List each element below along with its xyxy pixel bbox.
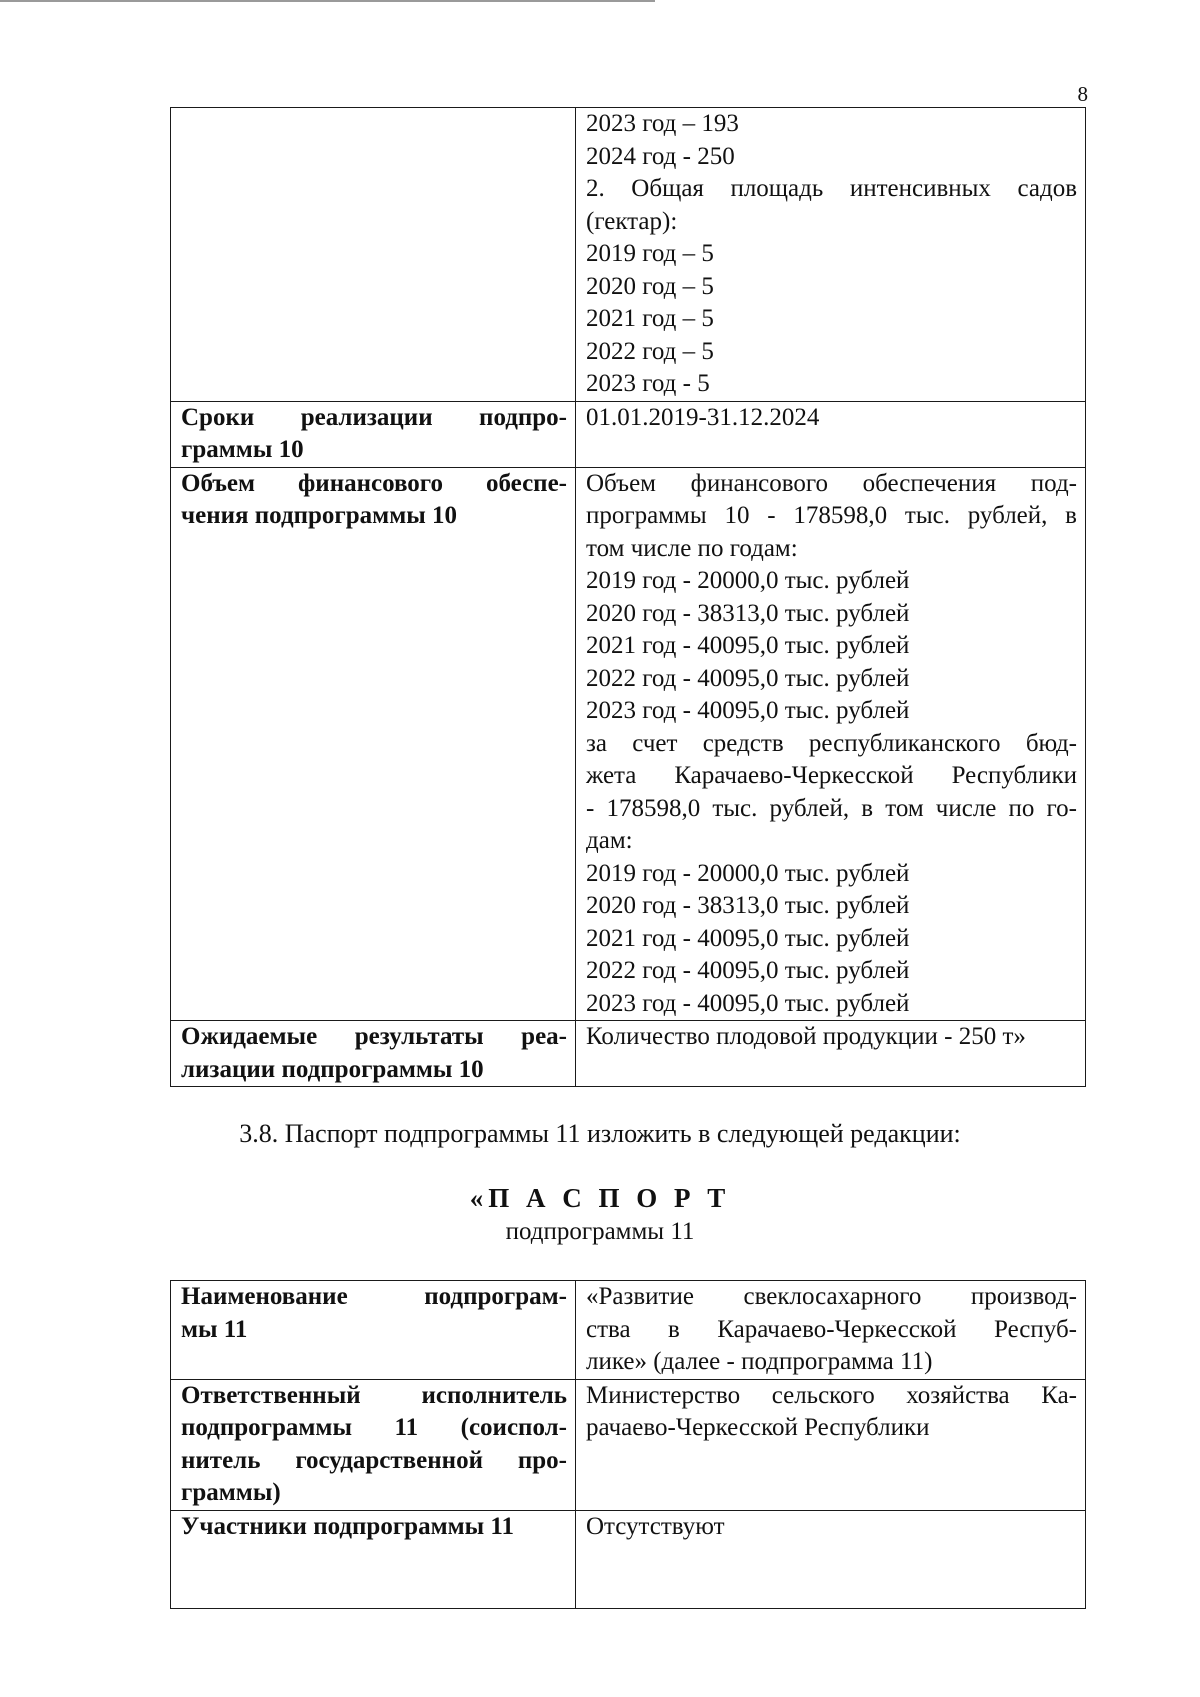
value-line: 2021 год - 40095,0 тыс. рублей [586, 632, 910, 659]
page-number: 8 [1077, 82, 1088, 106]
value-line: 2021 год - 40095,0 тыс. рублей [586, 924, 910, 952]
value-line: дам: [586, 827, 633, 854]
label-line: Участники подпрограммы 11 [181, 1512, 515, 1540]
table-row-participants [171, 1510, 1086, 1608]
label-line: Наименование подпрограм- [181, 1283, 567, 1310]
table-row-indicators [171, 108, 1086, 402]
label-line: Ожидаемые результаты реа- [181, 1023, 567, 1050]
label-line: Ответственный исполнитель [181, 1381, 567, 1409]
value-line: Министерство сельского хозяйства Ка- [586, 1381, 1077, 1409]
value-line: Отсутствуют [586, 1512, 725, 1540]
label-cell-responsible-executor [171, 1379, 576, 1510]
value-cell-implementation-period [576, 401, 1086, 467]
table-row-expected-results [171, 1021, 1086, 1087]
label-cell-implementation-period [171, 401, 576, 467]
label-line: подпрограммы 11 (соиспол- [181, 1414, 567, 1441]
label-line: нитель государственной про- [181, 1446, 567, 1474]
value-line: том числе по годам: [586, 534, 798, 562]
label-cell-participants [171, 1510, 576, 1608]
value-line: 2022 год – 5 [586, 337, 714, 365]
value-line: 2023 год - 40095,0 тыс. рублей [586, 989, 910, 1017]
table-row-subprogram-name [171, 1281, 1086, 1380]
label-line: чения подпрограммы 10 [181, 502, 458, 529]
amendment-instruction: 3.8. Паспорт подпрограммы 11 изложить в следующей редакции: [239, 1119, 961, 1148]
label-line: мы 11 [181, 1315, 248, 1343]
value-line: Количество плодовой продукции - 250 т» [586, 1023, 1026, 1050]
value-line: рачаево-Черкесской Республики [586, 1414, 930, 1441]
value-line: жета Карачаево-Черкесской Республики [586, 762, 1077, 789]
value-line: 2019 год - 20000,0 тыс. рублей [586, 859, 910, 887]
value-line: 2023 год – 193 [586, 110, 739, 137]
passport-title: «П А С П О Р Т [469, 1183, 731, 1213]
value-line: ства в Карачаево-Черкесской Респуб- [586, 1315, 1077, 1343]
value-line: 2019 год – 5 [586, 240, 714, 267]
value-line: 2021 год – 5 [586, 305, 714, 332]
label-cell-subprogram-name [171, 1281, 576, 1380]
label-line: лизации подпрограммы 10 [181, 1055, 484, 1083]
value-line: - 178598,0 тыс. рублей, в том числе по го- [586, 794, 1077, 822]
value-line: 2019 год - 20000,0 тыс. рублей [586, 567, 910, 594]
value-cell-participants [576, 1510, 1086, 1608]
value-line: лике» (далее - подпрограмма 11) [586, 1348, 933, 1375]
subprogram-10-passport-table [170, 107, 1086, 1087]
value-line: программы 10 - 178598,0 тыс. рублей, в [586, 502, 1077, 529]
value-line: 2020 год - 38313,0 тыс. рублей [586, 599, 910, 627]
table-row-implementation-period [171, 401, 1086, 467]
value-line: 2022 год - 40095,0 тыс. рублей [586, 957, 910, 984]
label-cell-empty [171, 108, 576, 402]
value-line: за счет средств республиканского бюд- [586, 729, 1077, 757]
value-line: 2023 год - 5 [586, 370, 710, 397]
value-cell-indicators [576, 108, 1086, 402]
table-row-funding-volume [171, 467, 1086, 1021]
value-line: 2020 год - 38313,0 тыс. рублей [586, 892, 910, 919]
label-cell-funding-volume [171, 467, 576, 1021]
value-cell-expected-results [576, 1021, 1086, 1087]
passport-subtitle: подпрограммы 11 [505, 1218, 695, 1245]
value-line: «Развитие свеклосахарного производ- [586, 1283, 1077, 1310]
value-line: 2. Общая площадь интенсивных садов [586, 175, 1077, 202]
table-row-responsible-executor [171, 1379, 1086, 1510]
value-line: 01.01.2019-31.12.2024 [586, 403, 820, 431]
label-line: граммы) [181, 1479, 281, 1506]
value-line: 2022 год - 40095,0 тыс. рублей [586, 664, 910, 692]
label-line: граммы 10 [181, 436, 304, 463]
top-rule [0, 0, 655, 2]
label-line: Объем финансового обеспе- [181, 469, 567, 497]
label-cell-expected-results [171, 1021, 576, 1087]
subprogram-11-passport-table [170, 1280, 1086, 1609]
value-line: 2023 год - 40095,0 тыс. рублей [586, 697, 910, 724]
label-line: Сроки реализации подпро- [181, 403, 567, 431]
value-line: (гектар): [586, 207, 678, 235]
value-line: 2024 год - 250 [586, 142, 735, 170]
value-line: Объем финансового обеспечения под- [586, 469, 1077, 497]
value-cell-responsible-executor [576, 1379, 1086, 1510]
value-cell-subprogram-name [576, 1281, 1086, 1380]
value-line: 2020 год – 5 [586, 272, 714, 300]
value-cell-funding-volume [576, 467, 1086, 1021]
